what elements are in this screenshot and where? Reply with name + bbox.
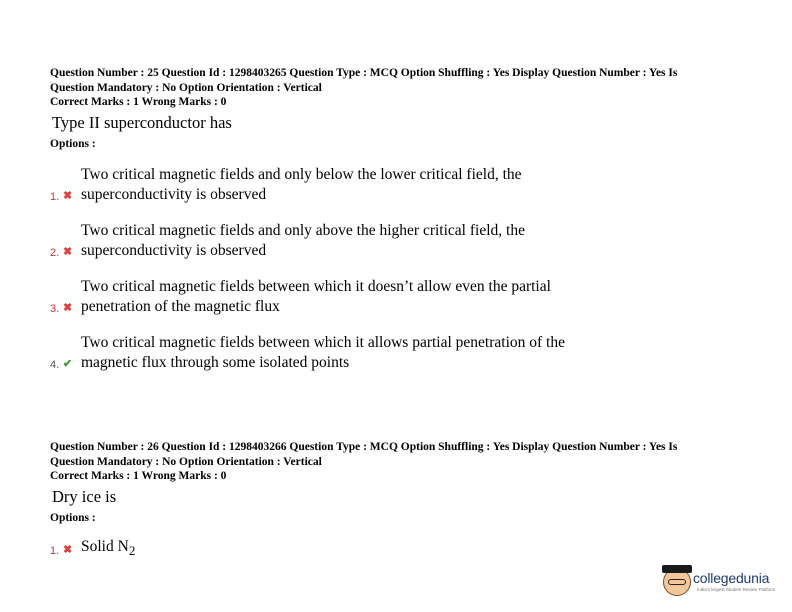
option-1 bbox=[50, 165, 730, 205]
cross-icon: ✖ bbox=[63, 543, 73, 556]
question-meta bbox=[50, 440, 730, 484]
logo-tagline: India's largest Student Review Platform bbox=[697, 587, 776, 592]
cross-icon: ✖ bbox=[63, 301, 73, 314]
option-2 bbox=[50, 221, 730, 261]
question-meta-line2: Question Mandatory : No Option Orientation : Vertical bbox=[50, 81, 322, 94]
option-text bbox=[81, 333, 641, 373]
cross-icon: ✖ bbox=[63, 189, 73, 202]
option-number: 1. bbox=[50, 190, 60, 203]
option-text bbox=[81, 221, 641, 261]
options-label: Options : bbox=[50, 137, 96, 150]
option-number: 2. bbox=[50, 246, 60, 259]
option-text-line2: magnetic flux through some isolated points bbox=[81, 353, 350, 371]
question-marks: Correct Marks : 1 Wrong Marks : 0 bbox=[50, 470, 227, 482]
question-26 bbox=[50, 440, 730, 559]
option-3 bbox=[50, 277, 730, 317]
option-text-line1: Two critical magnetic fields between which it allows partial penetration of the bbox=[81, 333, 565, 351]
question-25 bbox=[50, 66, 730, 373]
collegedunia-logo bbox=[663, 568, 778, 598]
question-meta-line2: Question Mandatory : No Option Orientation : Vertical bbox=[50, 455, 322, 468]
question-text: Type II superconductor has bbox=[52, 112, 232, 132]
logo-name: collegedunia bbox=[693, 570, 770, 586]
option-1 bbox=[50, 535, 730, 559]
question-marks: Correct Marks : 1 Wrong Marks : 0 bbox=[50, 96, 227, 108]
student-mascot-icon bbox=[663, 568, 691, 596]
option-text bbox=[81, 537, 641, 561]
options-label: Options : bbox=[50, 511, 96, 524]
option-number: 1. bbox=[50, 544, 60, 557]
option-text bbox=[81, 165, 641, 205]
cross-icon: ✖ bbox=[63, 245, 73, 258]
option-text-line1: Two critical magnetic fields and only above the higher critical field, the bbox=[81, 221, 525, 239]
question-meta-line1: Question Number : 26 Question Id : 1298403266 Question Type : MCQ Option Shuffling : Yes Display Question Number : Yes Is bbox=[50, 441, 678, 453]
option-number: 3. bbox=[50, 302, 60, 315]
option-4 bbox=[50, 333, 730, 373]
option-text bbox=[81, 277, 641, 317]
option-text-line1: Two critical magnetic fields and only below the lower critical field, the bbox=[81, 165, 522, 183]
question-meta bbox=[50, 66, 730, 110]
option-text-line2: superconductivity is observed bbox=[81, 185, 267, 203]
option-text-main: Solid N bbox=[81, 537, 129, 555]
option-text-line2: penetration of the magnetic flux bbox=[81, 297, 280, 315]
option-text-subscript: 2 bbox=[128, 542, 136, 558]
check-icon: ✔ bbox=[63, 357, 73, 370]
option-number: 4. bbox=[50, 358, 60, 371]
option-text-line1: Two critical magnetic fields between which it doesn’t allow even the partial bbox=[81, 277, 551, 295]
option-text-line2: superconductivity is observed bbox=[81, 241, 267, 259]
question-text: Dry ice is bbox=[52, 486, 117, 506]
question-meta-line1: Question Number : 25 Question Id : 1298403265 Question Type : MCQ Option Shuffling : Yes Display Question Number : Yes Is bbox=[50, 67, 678, 79]
